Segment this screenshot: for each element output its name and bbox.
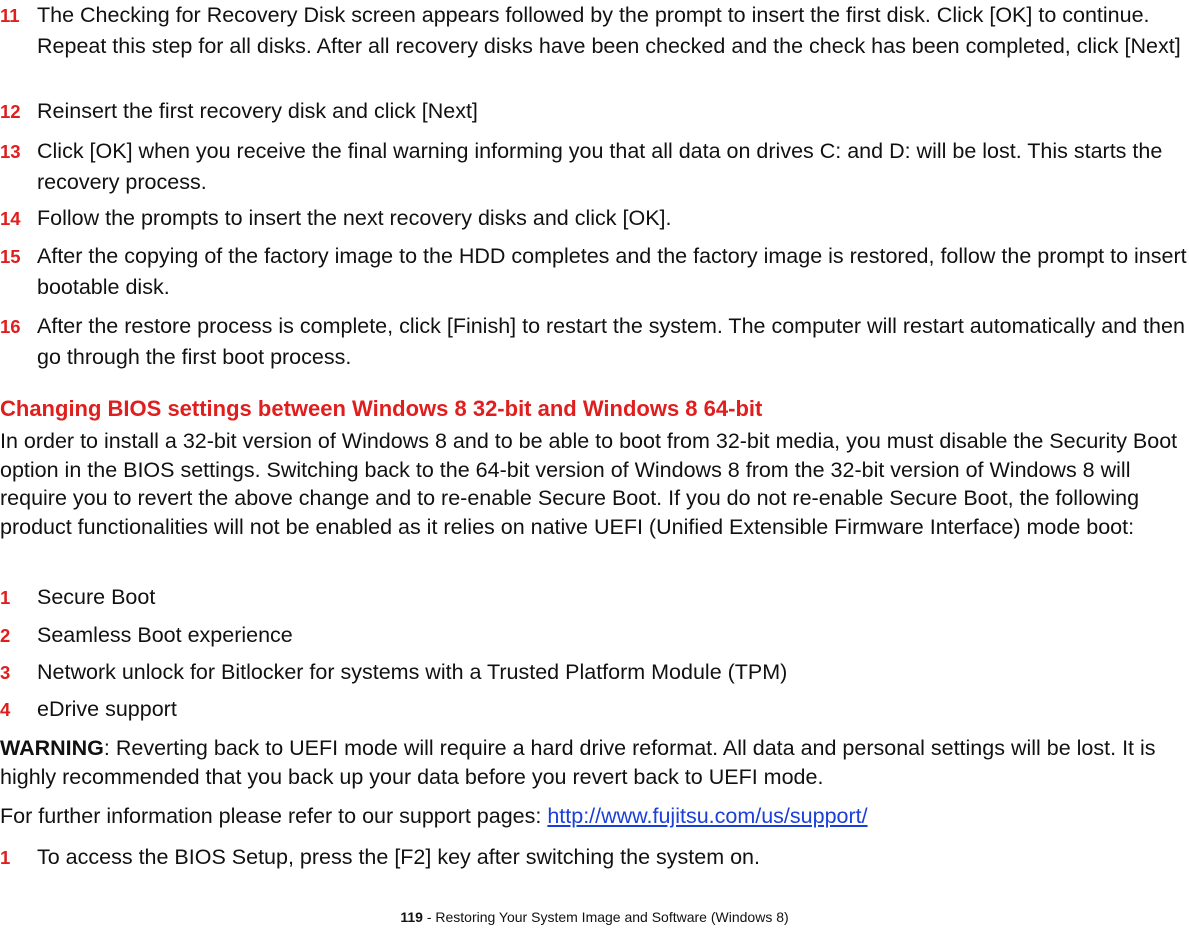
bios-step-1 bbox=[0, 842, 1189, 873]
step-text: Follow the prompts to insert the next recovery disks and click [OK]. bbox=[37, 206, 672, 230]
feature-number: 1 bbox=[0, 587, 11, 608]
support-paragraph bbox=[0, 802, 1189, 831]
step-text: After the copying of the factory image to the HDD completes and the factory image is restored, follow the prompt to insert bootable disk. bbox=[37, 244, 1187, 299]
support-text: For further information please refer to our support pages: bbox=[0, 804, 548, 828]
step-number: 14 bbox=[0, 208, 21, 229]
feature-text: Seamless Boot experience bbox=[37, 623, 293, 647]
step-number: 12 bbox=[0, 101, 21, 122]
feature-number: 2 bbox=[0, 625, 11, 646]
warning-text: : Reverting back to UEFI mode will require a hard drive reformat. All data and personal settings will be lost. It is highly recommended that you back up your data before you revert back to UEFI mode. bbox=[0, 736, 1156, 789]
step-text: To access the BIOS Setup, press the [F2] key after switching the system on. bbox=[37, 845, 760, 869]
feature-text: Secure Boot bbox=[37, 585, 156, 609]
feature-number: 4 bbox=[0, 699, 11, 720]
step-number: 16 bbox=[0, 316, 21, 337]
warning-paragraph bbox=[0, 734, 1189, 791]
step-text: The Checking for Recovery Disk screen appears followed by the prompt to insert the first disk. Click [OK] to continue. Repeat this step for all disks. After all recovery disks have been checked and the check has been completed, click [Next] bbox=[37, 3, 1181, 58]
step-16 bbox=[0, 311, 1189, 373]
step-text: Click [OK] when you receive the final warning informing you that all data on drives C: and D: will be lost. This starts the recovery process. bbox=[37, 139, 1163, 194]
feature-item-2 bbox=[0, 620, 1189, 651]
section-heading: Changing BIOS settings between Windows 8 32-bit and Windows 8 64-bit bbox=[0, 396, 763, 421]
step-13 bbox=[0, 136, 1189, 198]
step-text: Reinsert the first recovery disk and click [Next] bbox=[37, 99, 478, 123]
feature-text: Network unlock for Bitlocker for systems with a Trusted Platform Module (TPM) bbox=[37, 660, 788, 684]
step-number: 11 bbox=[0, 5, 20, 26]
feature-item-4 bbox=[0, 694, 1189, 725]
step-11 bbox=[0, 0, 1189, 62]
feature-item-3 bbox=[0, 657, 1189, 688]
step-14 bbox=[0, 203, 1189, 234]
step-number: 13 bbox=[0, 141, 21, 162]
step-number: 1 bbox=[0, 847, 11, 868]
page-number: 119 bbox=[400, 909, 423, 925]
step-number: 15 bbox=[0, 246, 21, 267]
feature-number: 3 bbox=[0, 662, 11, 683]
step-text: After the restore process is complete, click [Finish] to restart the system. The computer will restart automatically and then go through the first boot process. bbox=[37, 314, 1185, 369]
step-15 bbox=[0, 241, 1189, 303]
footer-title: - Restoring Your System Image and Software (Windows 8) bbox=[422, 909, 789, 925]
page-footer bbox=[0, 908, 1189, 926]
feature-text: eDrive support bbox=[37, 697, 177, 721]
warning-label: WARNING bbox=[0, 736, 104, 760]
step-12 bbox=[0, 96, 1189, 127]
support-link[interactable]: http://www.fujitsu.com/us/support/ bbox=[547, 804, 868, 828]
intro-paragraph: In order to install a 32-bit version of Windows 8 and to be able to boot from 32-bit media, you must disable the Security Boot option in the BIOS settings. Switching back to the 64-bit version of Windows 8 from the 32-bit version of Windows 8 will require you to revert the above change and to re-enable Secure Boot. If you do not re-enable Secure Boot, the following product functionalities will not be enabled as it relies on native UEFI (Unified Extensible Firmware Interface) mode boot: bbox=[0, 429, 1178, 539]
feature-item-1 bbox=[0, 582, 1189, 613]
